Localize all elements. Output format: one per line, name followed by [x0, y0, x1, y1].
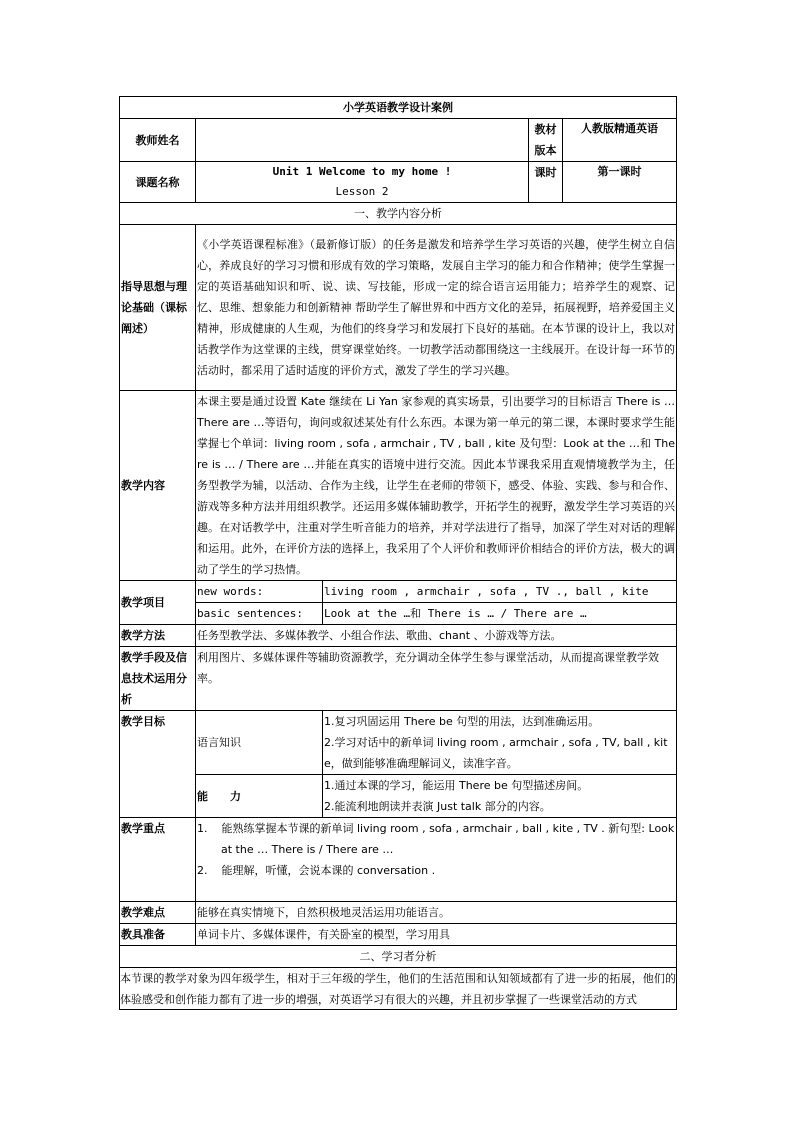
topic-line-2: Lesson 2: [335, 185, 389, 198]
goal-ability-1: 1.通过本课的学习，能运用 There be 句型描述房间。: [324, 779, 589, 792]
goal-ability-2: 2.能流利地朗读并表演 Just talk 部分的内容。: [324, 800, 551, 813]
content-label: 教学内容: [120, 391, 196, 581]
prep-label: 教具准备: [120, 924, 196, 946]
items-value-2: Look at the …和 There is … / There are …: [323, 603, 677, 625]
learner-analysis-text: 本节课的教学对象为四年级学生，相对于三年级的学生，他们的生活范围和认知领域都有了进一步的拓展，他们的体验感受和创作能力都有了进一步的增强，对英语学习有很大的兴趣，并且初步掌握了一些课堂活动的方式: [120, 972, 677, 1006]
goal-lang-label: 语言知识: [196, 711, 323, 775]
items-key-2: basic sentences:: [196, 603, 323, 625]
items-key-1: new words:: [196, 581, 323, 603]
lesson-plan-page: [119, 96, 676, 1010]
key-point-2-number: 2.: [197, 864, 208, 877]
edition-label: 教材版本: [529, 119, 563, 162]
key-point-1-number: 1.: [197, 822, 208, 835]
edition-value: 人教版精通英语: [563, 119, 677, 162]
topic-label: 课题名称: [120, 162, 196, 203]
goal-lang-text: [323, 711, 677, 775]
key-point-1: [197, 818, 675, 860]
topic-line-1: Unit 1 Welcome to my home !: [272, 165, 452, 178]
lesson-plan-table: [119, 96, 677, 1010]
key-label: 教学重点: [120, 818, 196, 902]
items-label: 教学项目: [120, 581, 196, 625]
goal-lang-1: 1.复习巩固运用 There be 句型的用法，达到准确运用。: [324, 715, 600, 728]
guide-label: 指导思想与理论基础（课标阐述）: [120, 225, 196, 391]
goal-label: 教学目标: [120, 711, 196, 818]
period-label: 课时: [529, 162, 563, 203]
difficult-text: 能够在真实情境下，自然积极地灵活运用功能语言。: [196, 902, 677, 924]
teacher-label: 教师姓名: [120, 119, 196, 162]
goal-ability-text: [323, 775, 677, 818]
tech-label: 教学手段及信息技术运用分析: [120, 647, 196, 711]
items-value-1: living room , armchair , sofa , TV ., ball , kite: [323, 581, 677, 603]
teacher-value: [196, 119, 529, 162]
goal-ability-label: 能 力: [196, 775, 323, 818]
key-point-2-text: 能理解，听懂，会说本课的 conversation .: [221, 864, 436, 877]
guide-text: 《小学英语课程标准》（最新修订版）的任务是激发和培养学生学习英语的兴趣，使学生树立自信心，养成良好的学习习惯和形成有效的学习策略，发展自主学习的能力和合作精神；使学生掌握一定的英语基础知识和听、说、读、写技能，形成一定的综合语言运用能力；培养学生的观察、记忆、思维、想象能力和创新精神 帮助学生了解世界和中西方文化的差异，拓展视野，培养爱国主义精神，形成健康的人生观，为他们的终身学习和发展打下良好的基础。在本节课的设计上，我以对话教学作为这堂课的主线，贯穿课堂始终。一切教学活动都围绕这一主线展开。在设计每一环节的活动时，都采用了适时适度的评价方式，激发了学生的学习兴趣。: [196, 225, 677, 391]
tech-text: 利用图片、多媒体课件等辅助资源教学，充分调动全体学生参与课堂活动，从而提高课堂教学效率。: [196, 647, 677, 711]
key-point-1-text: 能熟练掌握本节课的新单词 living room , sofa , armchair , ball , kite , TV . 新句型: Look at the … There is / There are …: [221, 822, 675, 856]
prep-text: 单词卡片、多媒体课件，有关卧室的模型，学习用具: [196, 924, 677, 946]
content-text: 本课主要是通过设置 Kate 继续在 Li Yan 家参观的真实场景，引出要学习的目标语言 There is …There are …等语句，询问或叙述某处有什么东西。本课为第一单元的第二课，本课时要求学生能掌握七个单词：living room , sofa , armchair , TV , ball , kite 及句型：Look at the …和 There is … / There are …并能在真实的语境中进行交流。因此本节课我采用直观情境教学为主，任务型教学为辅，以活动、合作为主线，让学生在老师的带领下，感受、体验、实践、参与和合作、游戏等多种方法并用组织教学。还运用多媒体辅助教学，开拓学生的视野，激发学生学习英语的兴趣。在对话教学中，注重对学生听音能力的培养，并对学法进行了指导，加深了学生对对话的理解和运用。此外，在评价方法的选择上，我采用了个人评价和教师评价相结合的评价方法，极大的调动了学生的学习热情。: [196, 391, 677, 581]
section-2-heading: 二、学习者分析: [120, 946, 677, 968]
difficult-label: 教学难点: [120, 902, 196, 924]
goal-lang-2: 2.学习对话中的新单词 living room , armchair , sofa , TV, ball , kite，做到能够准确理解词义，读准字音。: [324, 736, 668, 770]
topic-value: [196, 162, 529, 203]
section-1-heading: 一、教学内容分析: [120, 203, 677, 225]
learner-analysis: [120, 968, 677, 1010]
method-text: 任务型教学法、多媒体教学、小组合作法、歌曲、chant 、小游戏等方法。: [196, 625, 677, 647]
period-value: 第一课时: [563, 162, 677, 203]
key-text: [196, 818, 677, 902]
key-point-2: [197, 860, 675, 881]
method-label: 教学方法: [120, 625, 196, 647]
document-title: 小学英语教学设计案例: [120, 97, 677, 119]
